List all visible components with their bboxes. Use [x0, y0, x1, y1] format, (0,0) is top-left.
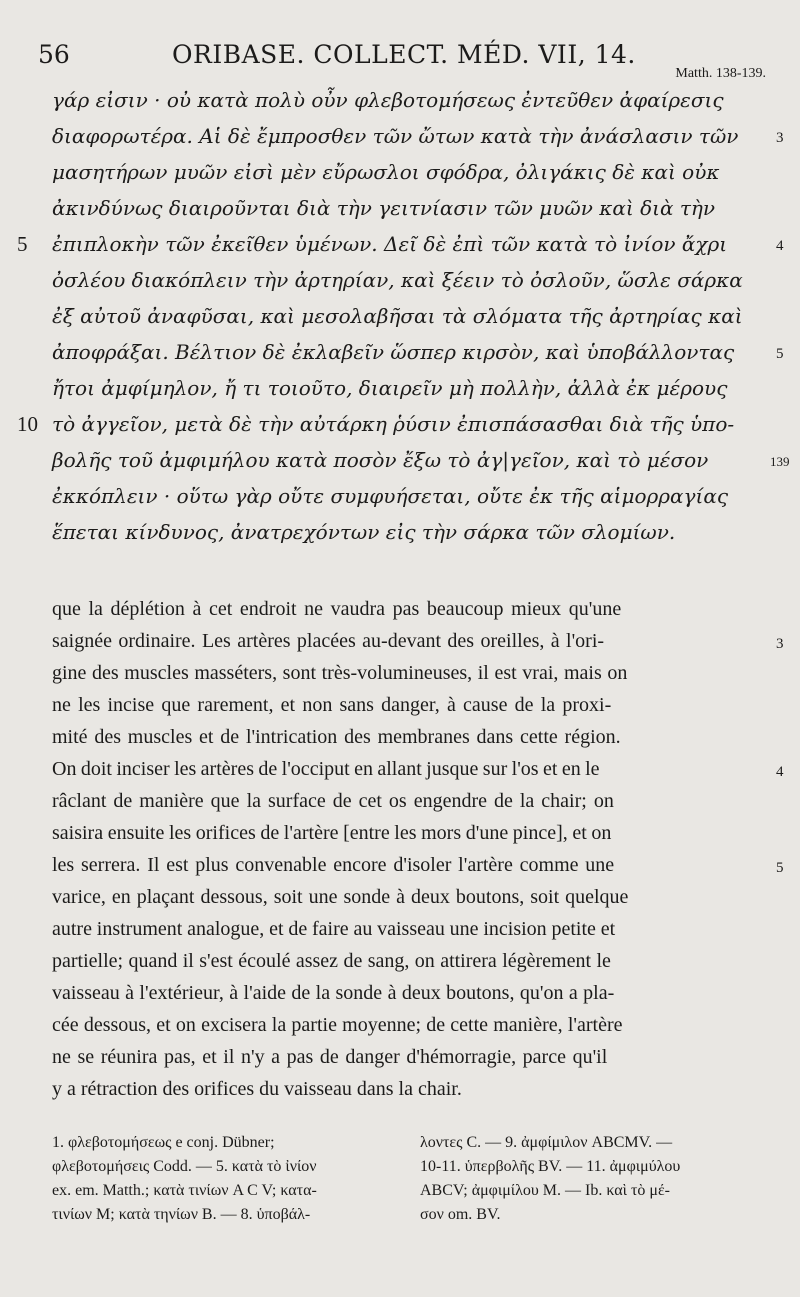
- french-line: autre instrument analogue, et de faire au vaisseau une incision petite et: [52, 918, 616, 940]
- footnote-line: ABCV; ἀμφιμίλου M. — Ib. καὶ τὸ μέ-: [420, 1182, 670, 1199]
- greek-line: διαφορωτέρα. Αἱ δὲ ἔμπροσθεν τῶν ὤτων κατὰ τὴν ἀνάσλασιν τῶν: [52, 124, 739, 148]
- edition-reference: Matth. 138-139.: [675, 66, 766, 81]
- french-line: les serrera. Il est plus convenable encore d'isoler l'artère comme une: [52, 854, 615, 876]
- french-line: que la déplétion à cet endroit ne vaudra pas beaucoup mieux qu'une: [52, 598, 622, 620]
- greek-line: ἀκινδύνως διαιροῦνται διὰ τὴν γειτνίασιν τῶν μυῶν καὶ διὰ τὴν: [52, 196, 716, 220]
- greek-line: ὀσλέου διακόπλειν τὴν ἀρτηρίαν, καὶ ξέειν τὸ ὀσλοῦν, ὥσλε σάρκα: [52, 268, 743, 292]
- page-number: 56: [38, 40, 70, 69]
- footnote-line: ex. em. Matth.; κατὰ τινίων A C V; κατα-: [52, 1182, 317, 1199]
- greek-line: ἕπεται κίνδυνος, ἀνατρεχόντων εἰς τὴν σάρκα τῶν σλομίων.: [52, 520, 676, 544]
- french-line: y a rétraction des orifices du vaisseau dans la chair.: [52, 1078, 462, 1100]
- french-line: ne se réunira pas, et il n'y a pas de danger d'hémorragie, parce qu'il: [52, 1046, 608, 1068]
- margin-section-number: 4: [776, 764, 784, 780]
- margin-section-number: 3: [776, 636, 784, 652]
- french-line: ne les incise que rarement, et non sans danger, à cause de la proxi-: [52, 694, 612, 716]
- greek-line: μασητήρων μυῶν εἰσὶ μὲν εὔρωσλοι σφόδρα, ὀλιγάκις δὲ καὶ οὐκ: [52, 160, 720, 184]
- margin-section-number: 4: [776, 238, 784, 254]
- margin-section-number: 5: [776, 860, 784, 876]
- greek-line: γάρ εἰσιν · οὐ κατὰ πολὺ οὖν φλεβοτομήσεως ἐντεῦθεν ἀφαίρεσις: [52, 88, 724, 112]
- greek-line: ἐξ αὐτοῦ ἀναφῦσαι, καὶ μεσολαβῆσαι τὰ σλόματα τῆς ἀρτηρίας καὶ: [52, 304, 743, 328]
- footnote-line: τινίων M; κατὰ τηνίων B. — 8. ὑποβάλ-: [52, 1206, 311, 1223]
- footnote-line: 10-11. ὑπερβολῆς BV. — 11. ἀμφιμύλου: [420, 1158, 681, 1175]
- french-line: On doit inciser les artères de l'occiput en allant jusque sur l'os et en le: [52, 758, 600, 780]
- footnote-line: φλεβοτομήσεις Codd. — 5. κατὰ τὸ ἰνίον: [52, 1158, 317, 1175]
- french-line: gine des muscles masséters, sont très-volumineuses, il est vrai, mais on: [52, 662, 628, 684]
- greek-line: ἀποφράξαι. Βέλτιον δὲ ἐκλαβεῖν ὥσπερ κιρσὸν, καὶ ὑποβάλλοντας: [52, 340, 735, 364]
- greek-line: βολῆς τοῦ ἀμφιμήλου κατὰ ποσὸν ἔξω τὸ ἀγ|γεῖον, καὶ τὸ μέσον: [52, 448, 709, 472]
- line-number: 5: [17, 232, 28, 256]
- running-title: ORIBASE. COLLECT. MÉD. VII, 14.: [172, 40, 636, 69]
- french-line: cée dessous, et on excisera la partie moyenne; de cette manière, l'artère: [52, 1014, 623, 1036]
- margin-section-number: 3: [776, 130, 784, 146]
- footnote-line: λοντες C. — 9. ἀμφίμιλον ABCMV. —: [420, 1134, 673, 1151]
- greek-line: τὸ ἀγγεῖον, μετὰ δὲ τὴν αὐτάρκη ῥύσιν ἐπισπάσασθαι διὰ τῆς ὑπο-: [52, 412, 735, 436]
- margin-page-marker: 139: [770, 454, 790, 469]
- margin-section-number: 5: [776, 346, 784, 362]
- french-line: partielle; quand il s'est écoulé assez de sang, on attirera légèrement le: [52, 950, 611, 972]
- greek-line: ἐπιπλοκὴν τῶν ἐκεῖθεν ὑμένων. Δεῖ δὲ ἐπὶ τῶν κατὰ τὸ ἰνίον ἄχρι: [52, 232, 728, 256]
- french-line: saisira ensuite les orifices de l'artère [entre les mors d'une pince], et on: [52, 822, 612, 844]
- french-line: vaisseau à l'extérieur, à l'aide de la sonde à deux boutons, qu'on a pla-: [52, 982, 615, 1004]
- french-line: mité des muscles et de l'intrication des membranes dans cette région.: [52, 726, 621, 748]
- line-number: 10: [17, 412, 38, 436]
- greek-line: ἤτοι ἀμφίμηλον, ἤ τι τοιοῦτο, διαιρεῖν μὴ πολλὴν, ἀλλὰ ἐκ μέρους: [52, 376, 728, 400]
- footnote-line: 1. φλεβοτομήσεως e conj. Dübner;: [52, 1134, 275, 1151]
- footnote-line: σον om. BV.: [420, 1206, 501, 1223]
- french-line: varice, en plaçant dessous, soit une sonde à deux boutons, soit quelque: [52, 886, 629, 908]
- greek-line: ἐκκόπλειν · οὕτω γὰρ οὔτε συμφυήσεται, οὔτε ἐκ τῆς αἱμορραγίας: [52, 484, 729, 508]
- french-line: saignée ordinaire. Les artères placées au-devant des oreilles, à l'ori-: [52, 630, 605, 652]
- french-line: râclant de manière que la surface de cet os engendre de la chair; on: [52, 790, 614, 812]
